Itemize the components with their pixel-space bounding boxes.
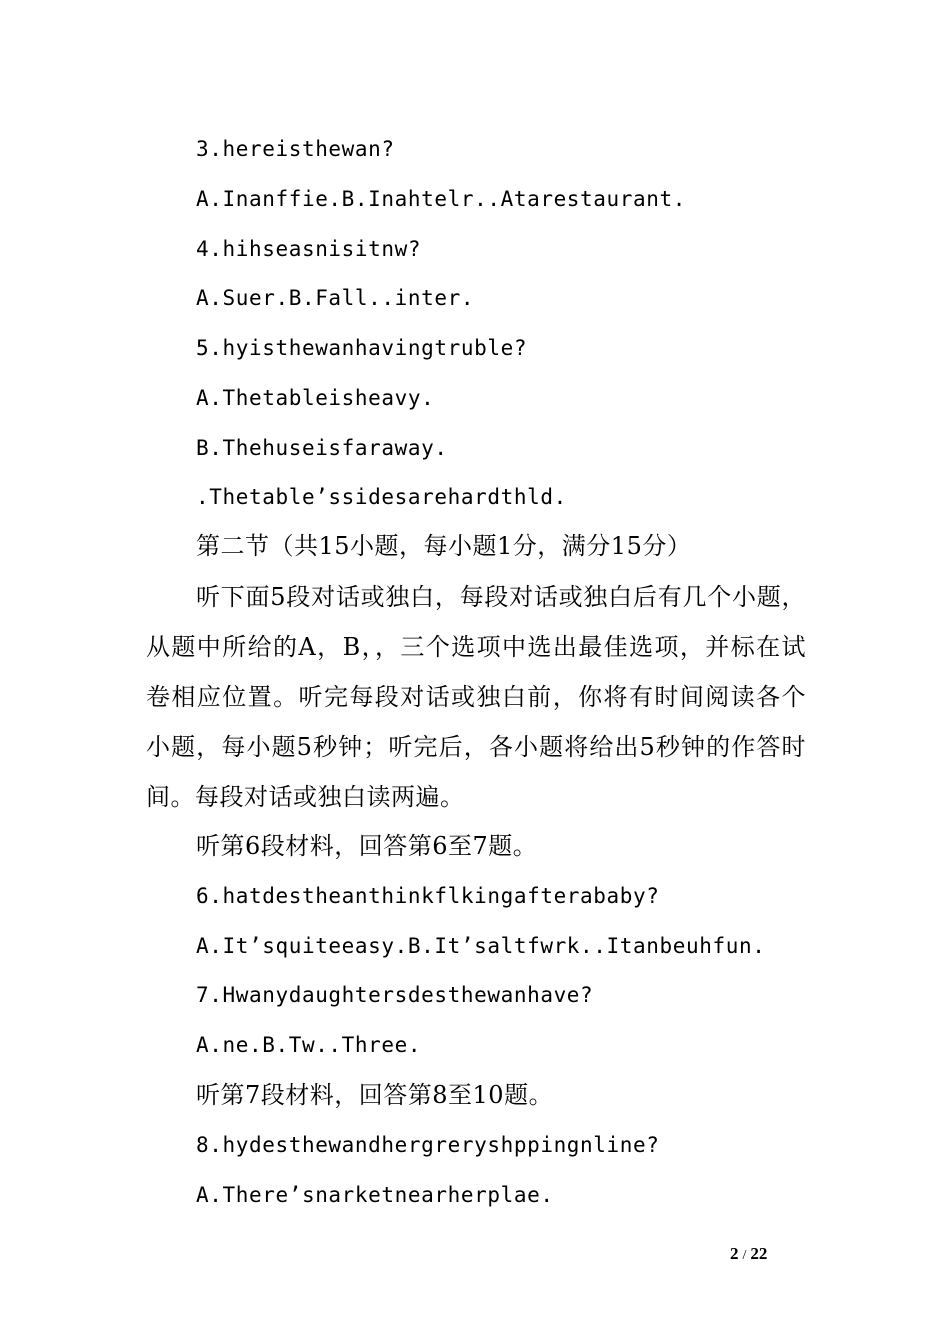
question-6-options: A.It’squiteeasy.B.It’saltfwrk..Itanbeuhfun. xyxy=(196,934,766,958)
question-7-options: A.ne.B.Tw..Three. xyxy=(196,1033,422,1057)
question-8-option-a: A.There’snarketnearherplae. xyxy=(196,1183,554,1207)
question-3: 3.hereisthewan? xyxy=(196,137,395,161)
page-separator: / xyxy=(742,1248,747,1263)
question-8: 8.hydesthewandhergreryshppingnline? xyxy=(196,1133,660,1157)
instructions-paragraph: 听下面5段对话或独白，每段对话或独白后有几个小题，从题中所给的A，B，，三个选项中选出最佳选项，并标在试卷相应位置。听完每段对话或独白前，你将有时间阅读各个小题，每小题5秒钟；听完后，各小题将给出5秒钟的作答时间。每段对话或独白读两遍。 xyxy=(146,583,806,811)
question-7: 7.Hwanydaughtersdesthewanhave? xyxy=(196,983,594,1007)
page-number xyxy=(730,1244,767,1264)
question-4: 4.hihseasnisitnw? xyxy=(196,237,422,261)
question-6: 6.hatdestheanthinkflkingafterababy? xyxy=(196,884,660,908)
question-5-option-c: .Thetable’ssidesarehardthld. xyxy=(196,485,567,509)
material-7-heading: 听第7段材料，回答第8至10题。 xyxy=(196,1081,554,1109)
question-3-options: A.Inanffie.B.Inahtelr..Atarestaurant. xyxy=(196,187,686,211)
material-6-heading: 听第6段材料，回答第6至7题。 xyxy=(196,832,538,860)
question-5-option-a: A.Thetableisheavy. xyxy=(196,386,435,410)
section-heading: 第二节（共15小题，每小题1分，满分15分） xyxy=(196,532,692,560)
page-total: 22 xyxy=(750,1244,768,1263)
question-5: 5.hyisthewanhavingtruble? xyxy=(196,336,528,360)
page-current: 2 xyxy=(730,1244,739,1263)
question-4-options: A.Suer.B.Fall..inter. xyxy=(196,286,475,310)
question-5-option-b: B.Thehuseisfaraway. xyxy=(196,436,448,460)
